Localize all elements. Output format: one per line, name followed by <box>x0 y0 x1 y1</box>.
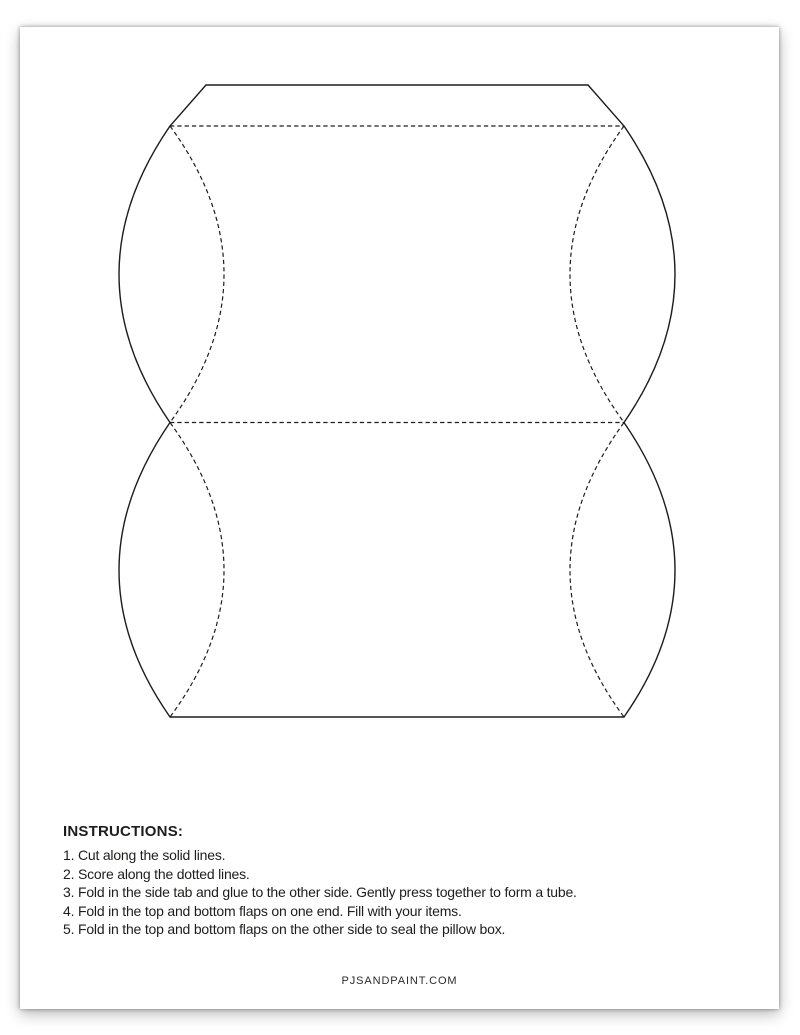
printable-page <box>20 27 779 1009</box>
cut-line-outline <box>119 85 675 717</box>
instructions-list <box>63 846 577 939</box>
instruction-step-5: 5. Fold in the top and bottom flaps on the other side to seal the pillow box. <box>63 921 506 937</box>
instruction-step-3: 3. Fold in the side tab and glue to the other side. Gently press together to form a tube. <box>63 884 577 900</box>
instruction-step-4: 4. Fold in the top and bottom flaps on one end. Fill with your items. <box>63 902 462 919</box>
instructions-section <box>63 822 577 939</box>
instruction-step-1: 1. Cut along the solid lines. <box>63 847 226 863</box>
fold-curve-right <box>570 126 624 717</box>
fold-curve-left <box>170 126 224 717</box>
instructions-heading: INSTRUCTIONS: <box>63 823 184 840</box>
footer-site-text: PJSANDPAINT.COM <box>341 975 458 987</box>
instruction-step-2: 2. Score along the dotted lines. <box>63 865 250 882</box>
